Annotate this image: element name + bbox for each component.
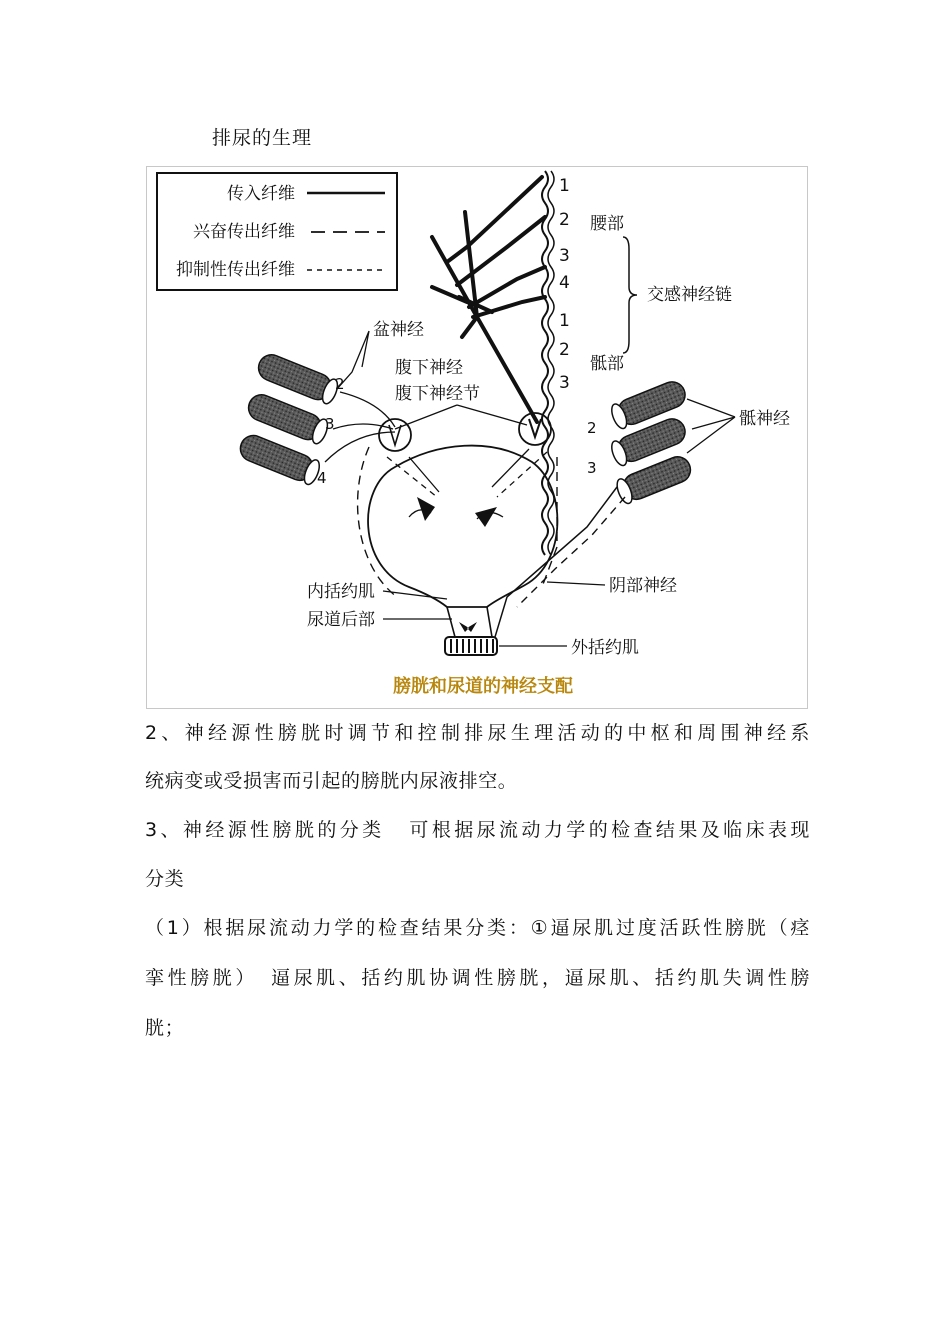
label-hypogastric-ganglion: 腹下神经节 [395, 384, 480, 404]
label-internal-sphincter: 内括约肌 [307, 582, 375, 602]
bladder-innervation-figure [146, 166, 808, 709]
right-root-numbers [587, 419, 597, 477]
root-number: 4 [317, 469, 327, 487]
paragraph-urodynamic-line2: 挛性膀胱） 逼尿肌、括约肌协调性膀胱，逼尿肌、括约肌失调性膀 [145, 967, 810, 989]
legend-afferent-label: 传入纤维 [227, 184, 295, 204]
paragraph-urodynamic-line3: 胱； [145, 1017, 185, 1039]
paragraph-definition-line1: 2、神经源性膀胱时调节和控制排尿生理活动的中枢和周围神经系 [145, 722, 810, 744]
chain-number: 4 [559, 273, 570, 293]
figure-caption: 膀胱和尿道的神经支配 [393, 676, 573, 697]
right-nerve-roots [609, 378, 695, 506]
chain-number: 3 [559, 246, 570, 266]
classification-text: 可根据尿流动力学的检查结果及临床表现 [406, 819, 810, 841]
label-pelvic-nerve: 盆神经 [373, 320, 424, 340]
chain-number: 3 [559, 373, 570, 393]
root-number: 3 [325, 415, 335, 433]
root-number: 2 [587, 419, 597, 437]
legend-inhibitory-label: 抑制性传出纤维 [176, 260, 295, 280]
label-sacral: 骶部 [590, 354, 624, 374]
innervation-diagram [147, 167, 809, 710]
label-sacral-nerve: 骶神经 [739, 409, 790, 429]
legend-excitatory-label: 兴奋传出纤维 [193, 222, 295, 242]
label-posterior-urethra: 尿道后部 [307, 610, 375, 630]
bladder [368, 446, 557, 607]
paragraph-urodynamic-line1: （1）根据尿流动力学的检查结果分类：①逼尿肌过度活跃性膀胱（痉 [145, 917, 810, 939]
section-heading: 排尿的生理 [212, 127, 313, 149]
paragraph-definition-line2: 统病变或受损害而引起的膀胱内尿液排空。 [145, 770, 518, 792]
root-number: 3 [587, 459, 597, 477]
chain-number: 2 [559, 210, 570, 230]
legend-box [157, 173, 397, 290]
classification-title: 3、神经源性膀胱的分类 [145, 819, 385, 841]
label-sympathetic-chain: 交感神经链 [647, 285, 732, 305]
chain-number: 2 [559, 340, 570, 360]
chain-number: 1 [559, 176, 570, 196]
paragraph-classification-line1 [145, 814, 810, 846]
paragraph-classification-line2: 分类 [145, 868, 185, 890]
sympathetic-chain [542, 171, 548, 555]
chain-number: 1 [559, 311, 570, 331]
label-lumbar: 腰部 [590, 214, 624, 234]
label-hypogastric-nerve: 腹下神经 [395, 358, 463, 378]
label-external-sphincter: 外括约肌 [571, 638, 639, 658]
brace [623, 237, 637, 353]
chain-numbers [559, 176, 570, 393]
root-number: 2 [335, 375, 345, 393]
label-pudendal-nerve: 阴部神经 [609, 576, 677, 596]
external-sphincter-ring [445, 637, 497, 655]
